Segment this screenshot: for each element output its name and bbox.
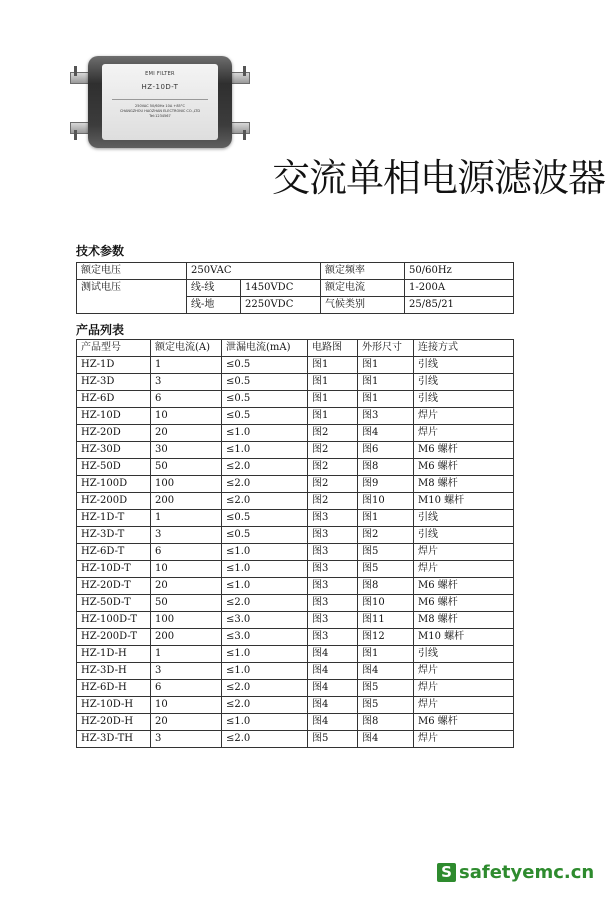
table-cell: 图12: [358, 629, 414, 646]
table-cell: ≤0.5: [222, 510, 308, 527]
table-cell: 气候类别: [321, 297, 405, 314]
table-cell: ≤1.0: [222, 646, 308, 663]
table-cell: 图10: [358, 595, 414, 612]
table-cell: 图5: [358, 680, 414, 697]
table-cell: 图1: [308, 374, 358, 391]
table-cell: 图3: [308, 629, 358, 646]
table-cell: M6 螺杆: [414, 442, 514, 459]
column-header: 连接方式: [414, 340, 514, 357]
product-photo: [70, 48, 250, 152]
table-cell: ≤0.5: [222, 408, 308, 425]
label-model: HZ-10D-T: [141, 83, 179, 91]
table-cell: 图1: [308, 391, 358, 408]
table-cell: HZ-3D-T: [77, 527, 151, 544]
product-list-heading: 产品列表: [76, 323, 125, 337]
table-cell: M6 螺杆: [414, 714, 514, 731]
table-cell: ≤0.5: [222, 357, 308, 374]
table-cell: 50: [151, 595, 222, 612]
table-cell: 3: [151, 663, 222, 680]
table-cell: 图2: [308, 425, 358, 442]
table-cell: M8 螺杆: [414, 476, 514, 493]
tech-params-heading: 技术参数: [76, 244, 125, 258]
table-cell: 20: [151, 714, 222, 731]
table-cell: 引线: [414, 357, 514, 374]
table-cell: 20: [151, 578, 222, 595]
table-cell: 图1: [308, 408, 358, 425]
table-cell: HZ-20D: [77, 425, 151, 442]
terminal-pin: [74, 66, 77, 76]
table-cell: ≤2.0: [222, 697, 308, 714]
table-cell: 图2: [308, 493, 358, 510]
table-cell: 1: [151, 510, 222, 527]
table-cell: 图4: [308, 697, 358, 714]
table-row: [77, 629, 514, 646]
label-brand: EMI FILTER: [145, 71, 175, 77]
table-cell: 图4: [308, 680, 358, 697]
table-row: [77, 476, 514, 493]
table-cell: 图8: [358, 459, 414, 476]
table-cell: ≤1.0: [222, 578, 308, 595]
table-cell: M6 螺杆: [414, 459, 514, 476]
table-cell: ≤3.0: [222, 612, 308, 629]
table-cell: M10 螺杆: [414, 629, 514, 646]
table-cell: 6: [151, 391, 222, 408]
table-cell: 焊片: [414, 425, 514, 442]
table-cell: 50: [151, 459, 222, 476]
table-cell: 图4: [358, 425, 414, 442]
table-cell: 引线: [414, 527, 514, 544]
table-cell: HZ-30D: [77, 442, 151, 459]
table-cell: M6 螺杆: [414, 595, 514, 612]
product-list-table: [76, 339, 514, 748]
table-cell: HZ-6D-H: [77, 680, 151, 697]
table-cell: ≤2.0: [222, 680, 308, 697]
table-row: [77, 680, 514, 697]
table-cell: 2250VDC: [241, 297, 321, 314]
label-spec: 250VAC 50/60Hz 10A +85°C: [135, 104, 185, 108]
table-row: [77, 510, 514, 527]
table-cell: 图3: [308, 544, 358, 561]
table-cell: 焊片: [414, 731, 514, 748]
table-cell: HZ-10D-H: [77, 697, 151, 714]
table-cell: 图5: [358, 561, 414, 578]
table-cell: 1: [151, 357, 222, 374]
table-cell: 焊片: [414, 663, 514, 680]
product-label-plate: [102, 64, 218, 140]
table-row: [77, 408, 514, 425]
table-row: [77, 561, 514, 578]
table-cell: 图2: [358, 527, 414, 544]
table-cell: 图1: [358, 646, 414, 663]
table-cell: 图1: [358, 391, 414, 408]
table-cell: 额定电流: [321, 280, 405, 297]
table-cell: 1-200A: [405, 280, 514, 297]
table-cell: ≤1.0: [222, 663, 308, 680]
label-company: CHANGZHOU HAOZHAN ELECTRONIC CO.,LTD: [119, 109, 201, 113]
site-logo[interactable]: [437, 862, 594, 883]
table-cell: 图3: [308, 612, 358, 629]
table-cell: 图8: [358, 714, 414, 731]
table-cell: ≤3.0: [222, 629, 308, 646]
table-row: [77, 578, 514, 595]
table-cell: ≤1.0: [222, 544, 308, 561]
table-cell: 3: [151, 731, 222, 748]
table-cell: 图1: [358, 510, 414, 527]
table-cell: 200: [151, 493, 222, 510]
table-row: [77, 391, 514, 408]
table-cell: 30: [151, 442, 222, 459]
table-cell: 图3: [308, 595, 358, 612]
column-header: 外形尺寸: [358, 340, 414, 357]
table-cell: HZ-3D-TH: [77, 731, 151, 748]
table-cell: 10: [151, 561, 222, 578]
table-cell: M6 螺杆: [414, 578, 514, 595]
table-cell: 额定电压: [77, 263, 187, 280]
table-row: [77, 459, 514, 476]
column-header: 电路图: [308, 340, 358, 357]
table-cell: 图1: [358, 357, 414, 374]
table-header-row: [77, 340, 514, 357]
table-cell: M8 螺杆: [414, 612, 514, 629]
table-cell: 1: [151, 646, 222, 663]
table-cell: 焊片: [414, 408, 514, 425]
table-cell: HZ-10D: [77, 408, 151, 425]
table-cell: ≤0.5: [222, 391, 308, 408]
column-header: 产品型号: [77, 340, 151, 357]
table-row: [77, 646, 514, 663]
table-cell: 1450VDC: [241, 280, 321, 297]
table-cell: 图4: [358, 731, 414, 748]
table-cell: 图8: [358, 578, 414, 595]
table-cell: HZ-100D: [77, 476, 151, 493]
tech-params-table: [76, 262, 514, 314]
table-cell: 图5: [308, 731, 358, 748]
table-cell: 引线: [414, 646, 514, 663]
table-cell: 线-地: [187, 297, 241, 314]
table-cell: 图2: [308, 442, 358, 459]
table-cell: ≤2.0: [222, 731, 308, 748]
table-cell: M10 螺杆: [414, 493, 514, 510]
table-cell: 10: [151, 408, 222, 425]
table-cell: ≤0.5: [222, 527, 308, 544]
table-cell: 图10: [358, 493, 414, 510]
table-row: [77, 527, 514, 544]
table-cell: 图3: [358, 408, 414, 425]
table-cell: 3: [151, 527, 222, 544]
table-cell: 焊片: [414, 544, 514, 561]
table-cell: 图3: [308, 510, 358, 527]
table-cell: ≤1.0: [222, 714, 308, 731]
table-cell: HZ-20D-T: [77, 578, 151, 595]
table-cell: 线-线: [187, 280, 241, 297]
table-cell: 图5: [358, 697, 414, 714]
table-cell: 测试电压: [77, 280, 187, 314]
table-row: [77, 280, 514, 297]
table-cell: 焊片: [414, 561, 514, 578]
table-cell: 图4: [308, 714, 358, 731]
logo-text: safetyemc.cn: [459, 862, 595, 883]
table-cell: 100: [151, 612, 222, 629]
table-cell: HZ-6D-T: [77, 544, 151, 561]
table-row: [77, 442, 514, 459]
table-cell: HZ-200D: [77, 493, 151, 510]
table-row: [77, 697, 514, 714]
table-cell: 图4: [358, 663, 414, 680]
table-row: [77, 374, 514, 391]
table-cell: 图2: [308, 476, 358, 493]
table-cell: 50/60Hz: [405, 263, 514, 280]
table-cell: HZ-3D: [77, 374, 151, 391]
terminal-pin: [243, 130, 246, 140]
page-title: 交流单相电源滤波器: [272, 156, 606, 200]
table-row: [77, 714, 514, 731]
table-row: [77, 357, 514, 374]
table-cell: HZ-1D: [77, 357, 151, 374]
table-cell: 图5: [358, 544, 414, 561]
table-cell: 图1: [308, 357, 358, 374]
table-cell: HZ-50D-T: [77, 595, 151, 612]
table-cell: 图3: [308, 561, 358, 578]
table-cell: 6: [151, 680, 222, 697]
table-cell: 引线: [414, 374, 514, 391]
label-divider: [112, 99, 208, 100]
table-row: [77, 663, 514, 680]
table-cell: ≤2.0: [222, 459, 308, 476]
table-cell: 额定频率: [321, 263, 405, 280]
table-cell: 10: [151, 697, 222, 714]
table-cell: HZ-10D-T: [77, 561, 151, 578]
filter-housing: [88, 56, 232, 148]
table-row: [77, 595, 514, 612]
column-header: 泄漏电流(mA): [222, 340, 308, 357]
table-cell: HZ-200D-T: [77, 629, 151, 646]
terminal-pin: [74, 130, 77, 140]
table-cell: ≤2.0: [222, 476, 308, 493]
table-cell: 图6: [358, 442, 414, 459]
column-header: 额定电流(A): [151, 340, 222, 357]
table-cell: 3: [151, 374, 222, 391]
table-row: [77, 263, 514, 280]
table-cell: HZ-6D: [77, 391, 151, 408]
table-cell: HZ-1D-H: [77, 646, 151, 663]
table-cell: 20: [151, 425, 222, 442]
table-cell: ≤1.0: [222, 425, 308, 442]
table-cell: HZ-50D: [77, 459, 151, 476]
table-cell: ≤2.0: [222, 493, 308, 510]
table-cell: HZ-1D-T: [77, 510, 151, 527]
table-cell: 200: [151, 629, 222, 646]
table-cell: HZ-20D-H: [77, 714, 151, 731]
table-cell: ≤1.0: [222, 561, 308, 578]
table-row: [77, 544, 514, 561]
table-cell: 图1: [358, 374, 414, 391]
table-cell: 图9: [358, 476, 414, 493]
table-cell: HZ-100D-T: [77, 612, 151, 629]
table-row: [77, 493, 514, 510]
table-cell: 图2: [308, 459, 358, 476]
table-cell: 焊片: [414, 680, 514, 697]
table-cell: 100: [151, 476, 222, 493]
table-cell: ≤2.0: [222, 595, 308, 612]
table-cell: 引线: [414, 391, 514, 408]
label-sub: Tel:1234567: [149, 114, 171, 118]
logo-s-icon: S: [437, 863, 456, 882]
table-row: [77, 612, 514, 629]
table-cell: 图3: [308, 578, 358, 595]
table-cell: ≤0.5: [222, 374, 308, 391]
table-cell: 图11: [358, 612, 414, 629]
table-cell: 焊片: [414, 697, 514, 714]
table-cell: 图4: [308, 646, 358, 663]
product-list-body: [77, 357, 514, 748]
table-cell: ≤1.0: [222, 442, 308, 459]
table-cell: HZ-3D-H: [77, 663, 151, 680]
table-cell: 图4: [308, 663, 358, 680]
table-cell: 6: [151, 544, 222, 561]
terminal-pin: [243, 66, 246, 76]
table-cell: 引线: [414, 510, 514, 527]
table-cell: 250VAC: [187, 263, 321, 280]
table-row: [77, 425, 514, 442]
table-cell: 图3: [308, 527, 358, 544]
table-cell: 25/85/21: [405, 297, 514, 314]
table-row: [77, 731, 514, 748]
